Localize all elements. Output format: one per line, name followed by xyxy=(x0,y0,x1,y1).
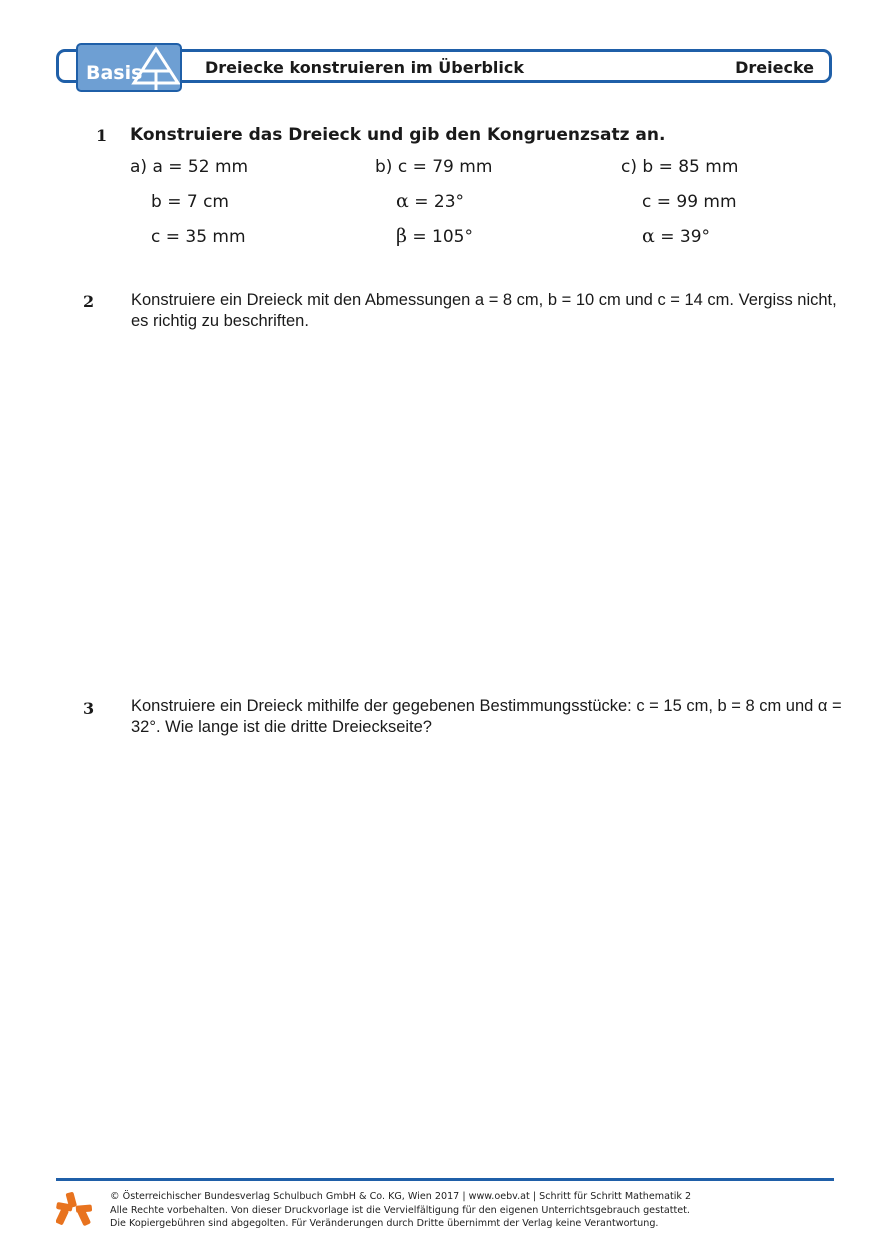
task2-text: Konstruiere ein Dreieck mit den Abmessungen a = 8 cm, b = 10 cm und c = 14 cm. Vergiss nicht, es richtig zu beschriften. xyxy=(131,291,837,330)
task1-a-row2: b = 7 cm xyxy=(151,192,229,212)
task1-c-row2: c = 99 mm xyxy=(642,192,737,212)
basis-badge xyxy=(76,43,182,92)
publisher-logo-icon xyxy=(56,1192,92,1230)
footer-copyright: © Österreichischer Bundesverlag Schulbuch GmbH & Co. KG, Wien 2017 | www.oebv.at | Schritt für Schritt Mathematik 2 Alle Rechte vorbehalten. Von dieser Druckvorlage ist die Vervielfältigung für den eigenen Unterrichtsgebrauch gestattet. Die Kopiergebühren sind abgegolten. Für Veränderungen durch Dritte übernimmt der Verlag keine Verantwortung. xyxy=(110,1191,692,1229)
task1-c-row1: c) b = 85 mm xyxy=(621,157,739,177)
page-topic: Dreiecke xyxy=(735,58,814,77)
alpha-symbol: α xyxy=(396,190,409,212)
task1-b-row1: b) c = 79 mm xyxy=(375,157,493,177)
task1-number: 1 xyxy=(96,126,108,145)
task1-title: Konstruiere das Dreieck und gib den Kongruenzsatz an. xyxy=(130,125,666,145)
task1-c-row3: α = 39° xyxy=(642,225,711,247)
footer-rule xyxy=(56,1178,834,1181)
task1-a-row1: a) a = 52 mm xyxy=(130,157,249,177)
page-title: Dreiecke konstruieren im Überblick xyxy=(205,58,525,77)
badge-label: Basis xyxy=(86,62,143,84)
task1-b-row2: α = 23° xyxy=(396,190,465,212)
alpha-symbol: α xyxy=(642,225,655,247)
task1-a-row3: c = 35 mm xyxy=(151,227,246,247)
beta-symbol: β xyxy=(396,225,407,247)
task3-text: Konstruiere ein Dreieck mithilfe der gegebenen Bestimmungsstücke: c = 15 cm, b = 8 cm und α = 32°. Wie lange ist die dritte Dreieckseite? xyxy=(131,697,842,736)
task3-number: 3 xyxy=(83,699,95,718)
task2-number: 2 xyxy=(83,292,95,311)
task1-b-row3: β = 105° xyxy=(396,225,473,247)
